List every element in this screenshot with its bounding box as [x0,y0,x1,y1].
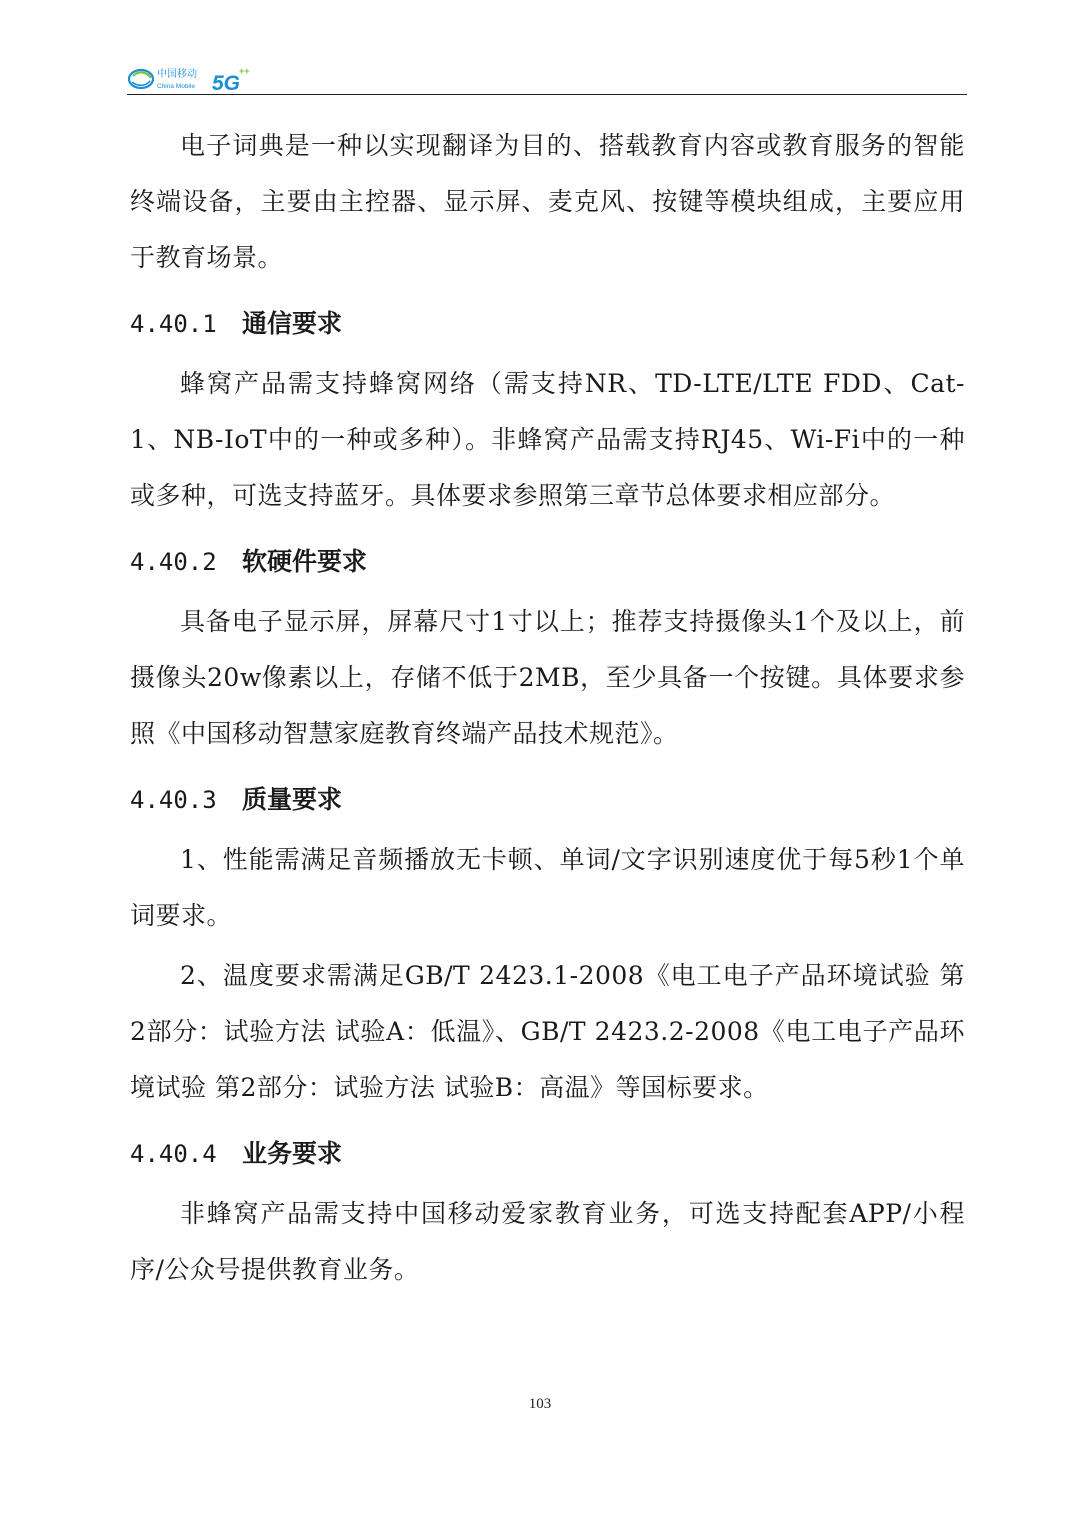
section-heading-4-40-4 [130,1126,965,1182]
section-heading-4-40-3 [130,772,965,828]
section-number: 4.40.2 [130,548,217,576]
section-paragraph: 蜂窝产品需支持蜂窝网络（需支持NR、TD-LTE/LTE FDD、Cat-1、NB-IoT中的一种或多种）。非蜂窝产品需支持RJ45、Wi-Fi中的一种或多种，可选支持蓝牙。具体要求参照第三章节总体要求相应部分。 [130,369,965,510]
section-title: 软硬件要求 [242,547,368,576]
section-paragraph: 非蜂窝产品需支持中国移动爱家教育业务，可选支持配套APP/小程序/公众号提供教育业务。 [130,1199,965,1284]
logo-en-text: China Mobile [157,83,195,90]
section-heading-4-40-1 [130,296,965,352]
document-body [130,118,965,1302]
section-title: 质量要求 [242,785,343,814]
section-paragraph: 具备电子显示屏，屏幕尺寸1寸以上；推荐支持摄像头1个及以上，前摄像头20w像素以上，存储不低于2MB，至少具备一个按键。具体要求参照《中国移动智慧家庭教育终端产品技术规范》。 [130,607,965,748]
section-paragraph: 1、性能需满足音频播放无卡顿、单词/文字识别速度优于每5秒1个单词要求。 [130,845,965,930]
page-number: 103 [528,1396,552,1412]
section-number: 4.40.3 [130,786,217,814]
section-heading-4-40-2 [130,534,965,590]
china-mobile-swirl-icon [129,70,153,88]
section-number: 4.40.4 [130,1140,217,1168]
logo-5g-text: 5G [212,72,241,94]
logo-plus-text: ++ [239,66,250,76]
section-paragraph: 2、温度要求需满足GB/T 2423.1-2008《电工电子产品环境试验 第2部分：试验方法 试验A：低温》、GB/T 2423.2-2008《电工电子产品环境试验 第2部分：试验方法 试验B：高温》等国标要求。 [130,961,965,1102]
logo-cn-text: 中国移动 [157,69,197,80]
section-title: 通信要求 [242,309,343,338]
header-rule [127,94,967,95]
china-mobile-logo [127,62,257,94]
intro-paragraph: 电子词典是一种以实现翻译为目的、搭载教育内容或教育服务的智能终端设备，主要由主控器、显示屏、麦克风、按键等模块组成，主要应用于教育场景。 [130,131,965,272]
page-header [127,58,967,96]
section-title: 业务要求 [242,1139,343,1168]
section-number: 4.40.1 [130,310,217,338]
